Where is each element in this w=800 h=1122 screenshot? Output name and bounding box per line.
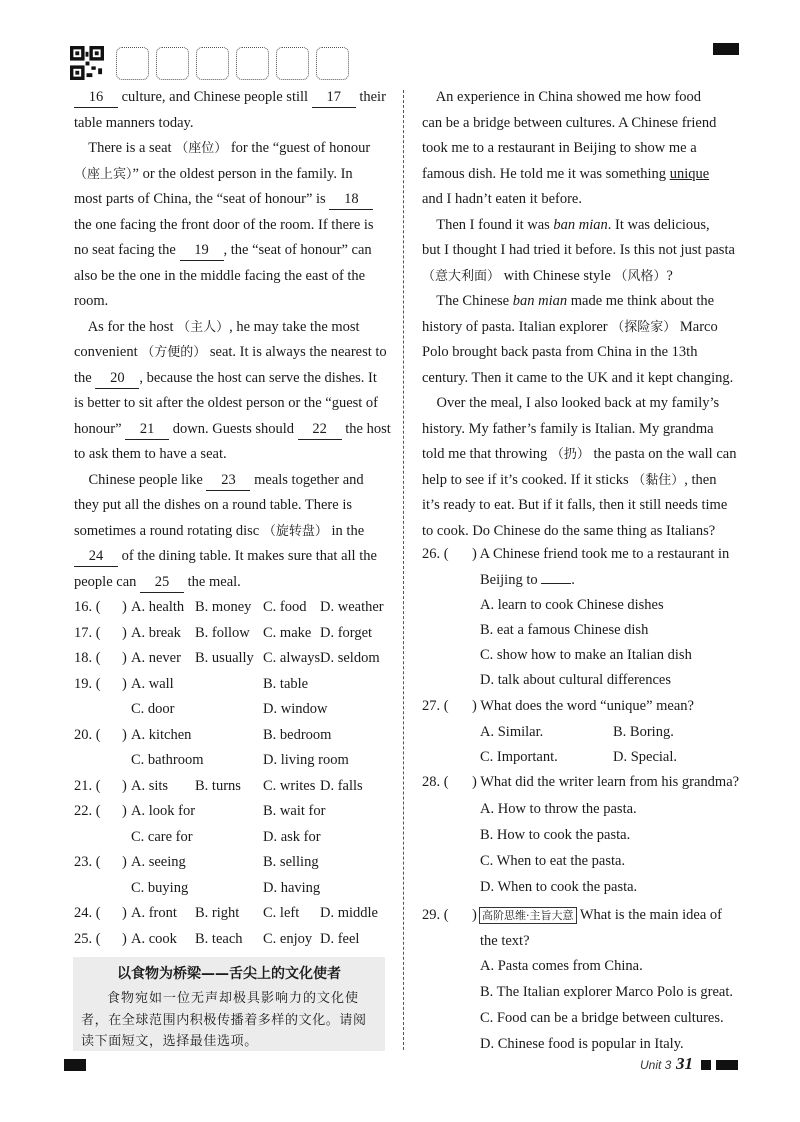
cloze-option[interactable]: B. wait for <box>263 803 326 819</box>
passage-text: to cook. Do Chinese do the same thing as Italians? <box>422 522 716 539</box>
chinese-gloss: （风格） <box>614 268 667 284</box>
cloze-option[interactable]: D. forget <box>320 624 373 641</box>
answer-blank: 21 <box>125 419 169 440</box>
qr-code-icon <box>70 46 104 80</box>
intro-box <box>73 957 385 1051</box>
passage-text: and I hadn’t eaten it before. <box>422 191 582 207</box>
q29-option-d[interactable]: D. Chinese food is popular in Italy. <box>480 1036 684 1052</box>
q27-option-a[interactable]: A. Similar. <box>480 724 544 740</box>
right_passage-line <box>422 87 701 107</box>
passage-text: Marco <box>676 318 718 335</box>
cloze-question-number: 16. ( <box>74 599 101 615</box>
right_passage-line <box>422 495 727 515</box>
left_passage-line <box>74 368 377 389</box>
footer-page-number: 31 <box>676 1054 693 1073</box>
passage-text: culture, and Chinese people still <box>118 89 312 105</box>
passage-text: Polo brought back pasta from China in the 13th <box>422 344 698 360</box>
cloze-option[interactable]: A. sits <box>131 777 169 794</box>
passage-text: it’s ready to eat. But if it falls, then it still needs time <box>422 497 728 513</box>
passage-text: ? <box>666 267 673 284</box>
cloze-option[interactable]: C. left <box>263 905 300 921</box>
right_passage-line <box>422 164 709 184</box>
passage-text: help to see if it’s cooked. If it sticks <box>422 471 633 488</box>
right_passage-line <box>422 342 697 362</box>
footer-square <box>701 1060 711 1070</box>
passage-text: the pasta on the wall can <box>589 446 737 462</box>
q28-number: 28. ( <box>422 774 449 790</box>
passage-text: also be the one in the middle facing the east of the <box>74 267 366 284</box>
answer-blank: 20 <box>95 368 139 389</box>
passage-text: table manners today. <box>74 114 194 131</box>
cloze-option[interactable]: D. feel <box>320 930 360 947</box>
intro-line-1: 食物宛如一位无声却极具影响力的文化使 <box>107 991 360 1006</box>
passage-text: Then I found it was <box>422 216 554 233</box>
cloze-answer-paren[interactable]: ) <box>122 854 127 870</box>
cloze-question-number: 24. ( <box>74 905 101 921</box>
right_passage-line <box>422 291 714 311</box>
cloze-question-number: 17. ( <box>74 624 101 641</box>
left_passage-line <box>74 393 378 413</box>
q28-option-d[interactable]: D. When to cook the pasta. <box>480 879 638 895</box>
cloze-option[interactable]: C. bathroom <box>131 752 204 768</box>
chinese-gloss: （旋转盘） <box>262 523 328 539</box>
corner-mark-top-right <box>713 43 739 55</box>
cloze-option[interactable]: D. having <box>263 879 321 896</box>
left_passage-line <box>74 521 364 542</box>
check-box-4 <box>236 47 269 80</box>
left_passage-line <box>74 572 241 593</box>
chinese-gloss: （扔） <box>550 447 590 462</box>
left_passage-line <box>74 87 386 108</box>
passage-text: the one facing the front door of the room. If there is <box>74 216 374 233</box>
q26-option-d[interactable]: D. talk about cultural differences <box>480 672 671 688</box>
passage-text: , because the host can serve the dishes. It <box>139 369 377 386</box>
cloze-answer-paren[interactable]: ) <box>122 726 127 743</box>
left_passage-line <box>74 317 360 338</box>
right_passage-line <box>422 393 719 413</box>
passage-text: with Chinese style <box>500 267 615 284</box>
cloze-option[interactable]: B. turns <box>195 777 241 794</box>
passage-text: The Chinese <box>422 293 513 309</box>
passage-text: There is a seat <box>74 140 176 156</box>
right_passage-line <box>422 317 718 338</box>
cloze-option[interactable]: B. usually <box>195 650 254 666</box>
left_passage-line <box>74 113 193 133</box>
passage-text: As for the host <box>74 318 178 335</box>
cloze-option[interactable]: D. window <box>263 701 328 717</box>
cloze-question-number: 19. ( <box>74 675 101 692</box>
passage-text: they put all the dishes on a round table. There is <box>74 497 352 513</box>
cloze-question-number: 21. ( <box>74 777 101 794</box>
right_passage-line <box>422 521 715 541</box>
q27-option-c[interactable]: C. Important. <box>480 749 558 765</box>
left_passage-line <box>74 342 387 363</box>
q29-option-b[interactable]: B. The Italian explorer Marco Polo is great. <box>480 984 734 1000</box>
cloze-option[interactable]: B. teach <box>195 930 243 947</box>
passage-text: took me to a restaurant in Beijing to show me a <box>422 140 697 156</box>
left_passage-line <box>74 546 377 567</box>
cloze-option[interactable]: B. bedroom <box>263 726 332 743</box>
passage-text: no seat facing the <box>74 242 180 258</box>
passage-text: most parts of China, the “seat of honour” is <box>74 191 330 207</box>
passage-text: of the dining table. It makes sure that all the <box>118 548 377 564</box>
left_passage-line <box>74 240 372 261</box>
passage-text: the meal. <box>184 573 241 590</box>
q29-number: 29. ( <box>422 907 449 923</box>
cloze-option[interactable]: C. always <box>263 650 321 666</box>
answer-blank: 19 <box>180 240 224 261</box>
cloze-answer-paren[interactable]: ) <box>122 803 127 819</box>
passage-text: sometimes a round rotating disc <box>74 522 263 539</box>
left_passage-line <box>74 495 352 515</box>
underlined-word: unique <box>669 165 710 182</box>
q27-stem: ) What does the word “unique” mean? <box>472 698 694 714</box>
cloze-question-number: 25. ( <box>74 930 101 947</box>
left_passage-line <box>74 164 353 185</box>
cloze-option[interactable]: A. seeing <box>131 854 186 870</box>
passage-text: , then <box>684 471 717 488</box>
left_passage-line <box>74 266 365 286</box>
q27-option-b[interactable]: B. Boring. <box>613 724 674 740</box>
q26-stem: ) A Chinese friend took me to a restaurant in <box>472 546 730 562</box>
passage-text: Over the meal, I also looked back at my family’s <box>422 395 720 411</box>
column-divider <box>403 90 404 1050</box>
footer-bar <box>716 1060 738 1070</box>
q27-option-d[interactable]: D. Special. <box>613 749 678 765</box>
cloze-option[interactable]: A. health <box>131 599 185 615</box>
q27-number: 27. ( <box>422 698 449 714</box>
intro-line-3: 读下面短文，选择最佳选项。 <box>81 1034 258 1049</box>
cloze-answer-paren[interactable]: ) <box>122 650 127 666</box>
passage-text: history of pasta. Italian explorer <box>422 318 612 335</box>
cloze-option[interactable]: C. enjoy <box>263 930 313 947</box>
cloze-option[interactable]: A. never <box>131 650 181 666</box>
q26-option-b[interactable]: B. eat a famous Chinese dish <box>480 622 649 638</box>
passage-text: down. Guests should <box>169 420 298 437</box>
right_passage-line <box>422 240 735 260</box>
right_passage-line <box>422 113 716 133</box>
cloze-option[interactable]: B. follow <box>195 624 250 641</box>
q29-tag: 高阶思维·主旨大意 <box>479 907 577 924</box>
cloze-option[interactable]: C. buying <box>131 879 189 896</box>
cloze-option[interactable]: A. wall <box>131 675 174 692</box>
cloze-option[interactable]: D. ask for <box>263 828 321 845</box>
q29-close: ) <box>472 907 477 923</box>
passage-text: , the “seat of honour” can <box>223 242 372 258</box>
right_passage-line <box>422 419 714 439</box>
left_passage-line <box>74 138 370 159</box>
passage-text: the <box>74 369 96 386</box>
right_passage-line <box>422 444 736 465</box>
check-box-2 <box>156 47 189 80</box>
intro-title: 以食物为桥梁——舌尖上的文化使者 <box>117 966 341 982</box>
q26-option-c[interactable]: C. show how to make an Italian dish <box>480 647 692 663</box>
q26-stem-2: Beijing to . <box>480 572 575 588</box>
left_passage-line <box>74 189 373 210</box>
q26-number: 26. ( <box>422 546 449 562</box>
q29-stem: What is the main idea of <box>579 907 723 923</box>
passage-text: famous dish. He told me it was something <box>422 165 670 182</box>
check-box-5 <box>276 47 309 80</box>
passage-text: . It was delicious, <box>607 216 710 233</box>
cloze-answer-paren[interactable]: ) <box>122 599 127 615</box>
right_passage-line <box>422 138 697 158</box>
cloze-option[interactable]: C. make <box>263 624 312 641</box>
passage-text: people can <box>74 573 141 590</box>
cloze-option[interactable]: D. seldom <box>320 650 380 666</box>
cloze-option[interactable]: A. look for <box>131 803 196 819</box>
cloze-answer-paren[interactable]: ) <box>122 675 127 692</box>
passage-text: their <box>355 89 386 105</box>
chinese-gloss: （方便的） <box>141 345 207 360</box>
passage-text: Chinese people like <box>74 471 207 488</box>
cloze-option[interactable]: B. right <box>195 905 240 921</box>
cloze-option[interactable]: D. falls <box>320 777 363 794</box>
cloze-answer-paren[interactable]: ) <box>122 777 127 794</box>
q28-option-b[interactable]: B. How to cook the pasta. <box>480 827 631 843</box>
cloze-option[interactable]: B. selling <box>263 854 319 870</box>
passage-text: An experience in China showed me how food <box>422 89 702 105</box>
passage-text: room. <box>74 293 109 309</box>
chinese-gloss: （探险家） <box>611 319 677 335</box>
cloze-option[interactable]: A. front <box>131 905 177 921</box>
cloze-option[interactable]: D. weather <box>320 599 384 615</box>
passage-text: seat. It is always the nearest to <box>206 344 387 360</box>
cloze-option[interactable]: B. money <box>195 599 252 615</box>
cloze-option[interactable]: A. kitchen <box>131 726 192 743</box>
right_passage-line <box>422 368 733 388</box>
q28-stem: ) What did the writer learn from his grandma? <box>472 774 740 790</box>
q28-option-c[interactable]: C. When to eat the pasta. <box>480 853 626 869</box>
italic-term: ban mian <box>553 216 608 233</box>
cloze-answer-paren[interactable]: ) <box>122 930 127 947</box>
answer-blank: 16 <box>74 87 118 108</box>
answer-blank: 17 <box>312 87 356 108</box>
right_passage-line <box>422 470 716 491</box>
cloze-answer-paren[interactable]: ) <box>122 624 127 641</box>
passage-text: in the <box>327 522 365 539</box>
right_passage-line <box>422 215 710 235</box>
intro-line-2: 者，在全球范围内积极传播着多样的文化。请阅 <box>81 1013 367 1028</box>
answer-blank: 25 <box>140 572 184 593</box>
passage-text: century. Then it came to the UK and it kept changing. <box>422 369 734 386</box>
cloze-option[interactable]: A. break <box>131 624 181 641</box>
passage-text: the host <box>341 420 391 437</box>
chinese-gloss: （主人） <box>177 319 230 335</box>
right_passage-line <box>422 266 673 287</box>
passage-text: , he may take the most <box>229 318 360 335</box>
answer-blank: 22 <box>298 419 342 440</box>
corner-mark-bottom-left <box>64 1059 86 1071</box>
italic-term: ban mian <box>512 293 568 309</box>
chinese-gloss: （意大利面） <box>422 268 501 284</box>
cloze-question-number: 23. ( <box>74 854 101 870</box>
cloze-option[interactable]: C. writes <box>263 777 316 794</box>
passage-text: honour” <box>74 420 126 437</box>
left_passage-line <box>74 291 108 311</box>
check-box-1 <box>116 47 149 80</box>
chinese-gloss: （座上宾） <box>74 166 133 182</box>
cloze-question-number: 22. ( <box>74 803 101 819</box>
q29-stem-line <box>479 905 722 925</box>
passage-text: to ask them to have a seat. <box>74 446 227 462</box>
passage-text: meals together and <box>250 471 364 488</box>
cloze-option[interactable]: D. living room <box>263 752 349 768</box>
chinese-gloss: （座位） <box>175 141 228 156</box>
right_passage-line <box>422 189 582 209</box>
passage-text: told me that throwing <box>422 446 551 462</box>
q29-stem-2: the text? <box>480 933 530 949</box>
check-box-6 <box>316 47 349 80</box>
cloze-option[interactable]: A. cook <box>131 930 177 947</box>
answer-blank: 18 <box>329 189 373 210</box>
cloze-option[interactable]: D. middle <box>320 905 378 921</box>
cloze-option[interactable]: C. food <box>263 599 307 615</box>
left_passage-line <box>74 444 227 464</box>
cloze-option[interactable]: C. care for <box>131 828 193 845</box>
left_passage-line <box>74 419 391 440</box>
cloze-question-number: 18. ( <box>74 650 101 666</box>
q28-option-a[interactable]: A. How to throw the pasta. <box>480 801 637 817</box>
passage-text: convenient <box>74 344 142 360</box>
check-box-3 <box>196 47 229 80</box>
cloze-option[interactable]: B. table <box>263 675 309 692</box>
cloze-question-number: 20. ( <box>74 726 101 743</box>
q29-option-c[interactable]: C. Food can be a bridge between cultures. <box>480 1010 724 1026</box>
footer-unit: Unit 3 <box>640 1058 672 1072</box>
q26-option-a[interactable]: A. learn to cook Chinese dishes <box>480 597 664 613</box>
passage-text: history. My father’s family is Italian. My grandma <box>422 420 714 437</box>
passage-text: for the “guest of honour <box>227 140 371 156</box>
answer-blank: 24 <box>74 546 118 567</box>
left_passage-line <box>74 215 374 235</box>
cloze-answer-paren[interactable]: ) <box>122 905 127 921</box>
passage-text: ” or the oldest person in the family. In <box>132 165 353 182</box>
cloze-option[interactable]: C. door <box>131 701 175 717</box>
left_passage-line <box>74 470 364 491</box>
passage-text: but I thought I had tried it before. Is this not just pasta <box>422 242 735 258</box>
chinese-gloss: （黏住） <box>632 472 685 488</box>
passage-text: is better to sit after the oldest person or the “guest of <box>74 395 379 411</box>
passage-text: made me think about the <box>567 293 715 309</box>
answer-blank: 23 <box>206 470 250 491</box>
q29-option-a[interactable]: A. Pasta comes from China. <box>480 958 643 974</box>
passage-text: can be a bridge between cultures. A Chinese friend <box>422 114 717 131</box>
